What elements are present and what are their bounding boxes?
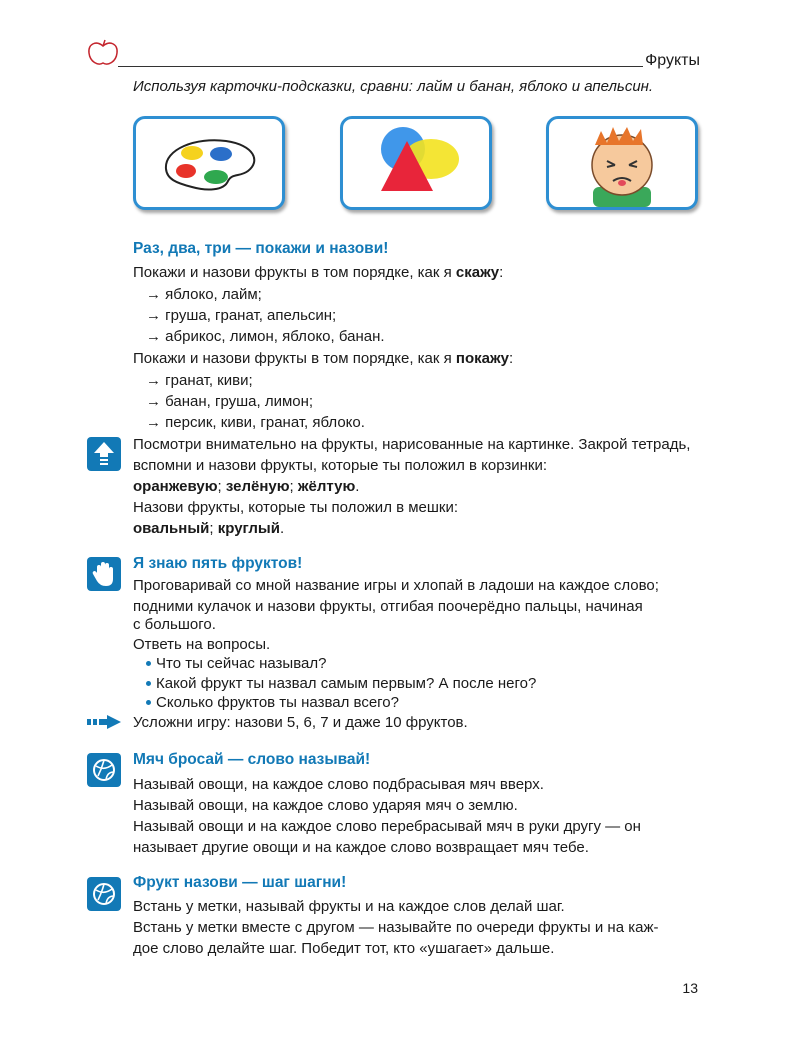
instruction-show: Покажи и назови фрукты в том порядке, как я покажу: [133,350,514,367]
palette-icon [136,119,282,207]
ball-text-3: Называй овощи и на каждое слово перебрасывай мяч в руки другу — он [133,818,641,835]
bullet-icon [146,700,151,705]
game-text-1: Проговаривай со мной название игры и хлопай в ладоши на каждое слово; [133,577,659,594]
memory-text-1: Посмотри внимательно на фрукты, нарисованные на картинке. Закрой тетрадь, [133,436,691,453]
bullet-icon [146,661,151,666]
list-item: → банан, груша, лимон; [146,393,314,410]
section-title-2: Я знаю пять фруктов! [133,555,303,572]
step-text-2: Встань у метки вместе с другом — называйте по очереди фрукты и на каж- [133,919,659,936]
list-item: Сколько фруктов ты назвал всего? [146,692,399,713]
bag-shapes: овальный; круглый. [133,520,285,537]
list-item: → груша, гранат, апельсин; [146,307,337,324]
apple-icon [86,38,120,68]
questions-intro: Ответь на вопросы. [133,636,271,653]
double-arrow-icon [87,714,123,730]
intro-text: Используя карточки-подсказки, сравни: лайм и банан, яблоко и апельсин. [133,78,654,95]
section-title-3: Мяч бросай — слово называй! [133,751,371,768]
game-text-2: подними кулачок и назови фрукты, отгибая поочерёдно пальцы, начиная [133,598,643,615]
header-rule [118,66,643,67]
card-shapes [340,116,492,210]
step-text-3: дое слово делайте шаг. Победит тот, кто «ушагает» дальше. [133,940,555,957]
up-arrow-icon [87,437,121,471]
harder-text: Усложни игру: назови 5, 6, 7 и даже 10 фруктов. [133,714,468,731]
shapes-icon [343,119,489,207]
card-palette [133,116,285,210]
list-item: → персик, киви, гранат, яблоко. [146,414,365,431]
list-item: Какой фрукт ты назвал самым первым? А после него? [146,673,536,694]
list-item: Что ты сейчас называл? [146,653,326,674]
game-text-3: с большого. [133,616,216,633]
ball-icon [87,753,121,787]
bags-text: Назови фрукты, которые ты положил в мешки: [133,499,459,516]
section-title-1: Раз, два, три — покажи и назови! [133,240,389,257]
list-item: → гранат, киви; [146,372,253,389]
instruction-say: Покажи и назови фрукты в том порядке, как я скажу: [133,264,504,281]
list-item: → абрикос, лимон, яблоко, банан. [146,328,385,345]
ball-icon [87,877,121,911]
chapter-title: Фрукты [645,52,700,69]
list-item: → яблоко, лайм; [146,286,262,303]
step-text-1: Встань у метки, называй фрукты и на каждое слов делай шаг. [133,898,565,915]
face-icon [549,119,695,207]
page-number: 13 [682,980,698,996]
ball-text-4: называет другие овощи и на каждое слово возвращает мяч тебе. [133,839,589,856]
hand-icon [87,557,121,591]
ball-text-2: Называй овощи, на каждое слово ударяя мяч о землю. [133,797,518,814]
basket-colors: оранжевую; зелёную; жёлтую. [133,478,360,495]
section-title-4: Фрукт назови — шаг шагни! [133,874,347,891]
ball-text-1: Называй овощи, на каждое слово подбрасывая мяч вверх. [133,776,544,793]
memory-text-2: вспомни и назови фрукты, которые ты положил в корзинки: [133,457,548,474]
bullet-icon [146,681,151,686]
card-face [546,116,698,210]
